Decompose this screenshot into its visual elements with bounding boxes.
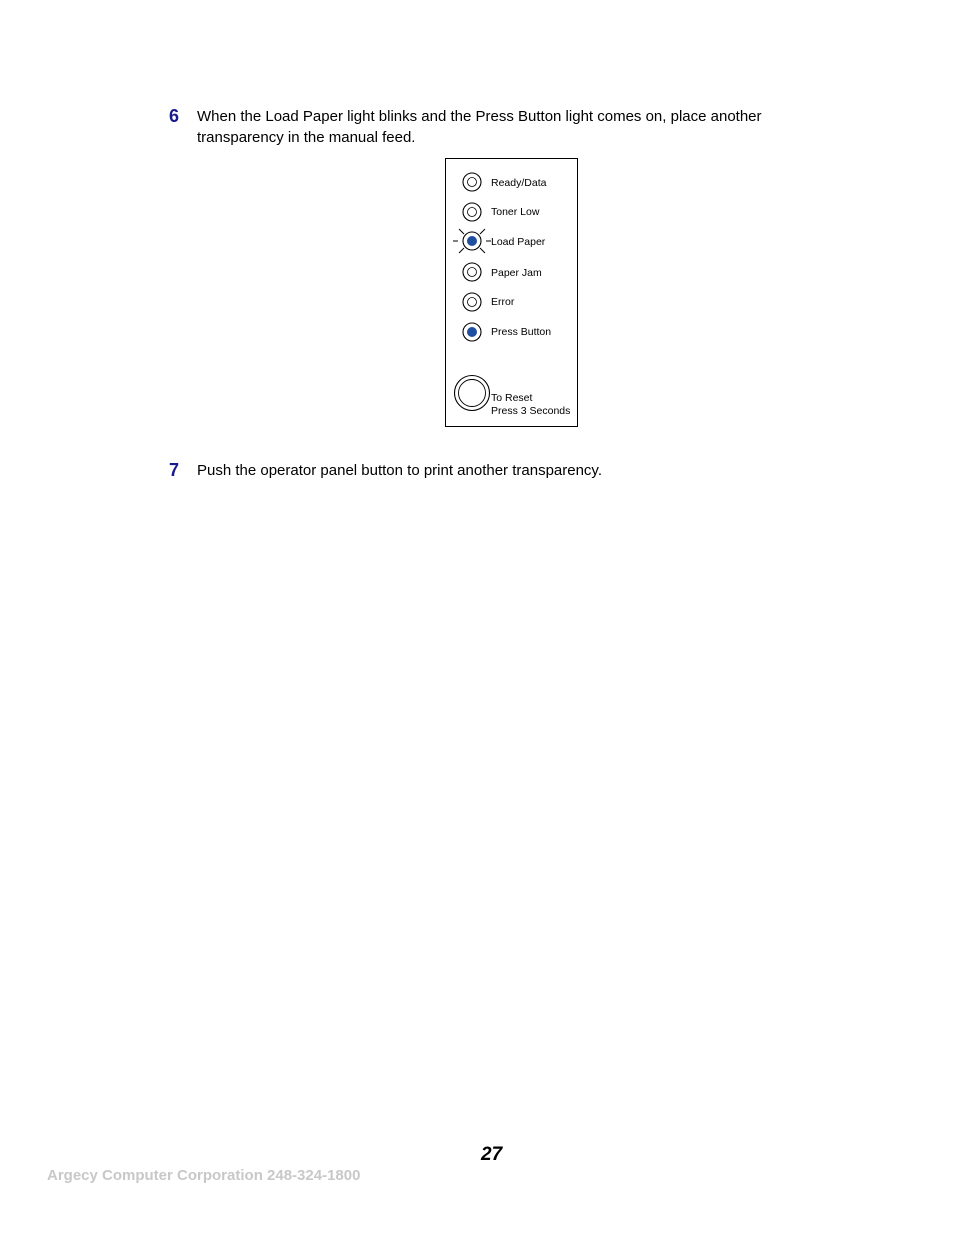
light-label-toner-low: Toner Low <box>491 206 540 218</box>
light-off-icon <box>463 263 481 281</box>
light-off-icon <box>463 203 481 221</box>
light-label-error: Error <box>491 296 515 308</box>
page-number: 27 <box>481 1144 503 1165</box>
light-blinking-icon <box>453 229 491 253</box>
reset-label-line1: To Reset <box>491 392 533 404</box>
light-on-icon <box>463 323 481 341</box>
step-text: When the Load Paper light blinks and the Press Button light comes on, place another transparency in the manual feed. <box>197 108 762 146</box>
operator-button-icon <box>455 376 490 411</box>
light-off-icon <box>463 293 481 311</box>
step-text: Push the operator panel button to print another transparency. <box>197 462 602 479</box>
light-label-load-paper: Load Paper <box>491 236 546 248</box>
light-label-press-button: Press Button <box>491 326 552 338</box>
reset-label-line2: Press 3 Seconds <box>491 405 571 417</box>
step-number: 7 <box>169 460 180 480</box>
operator-panel-graphic <box>446 159 577 426</box>
light-off-icon <box>463 173 481 191</box>
light-label-ready-data: Ready/Data <box>491 177 547 189</box>
step-number: 6 <box>169 106 180 126</box>
operator-panel-illustration <box>445 158 578 427</box>
light-label-paper-jam: Paper Jam <box>491 267 542 279</box>
footer-text: Argecy Computer Corporation 248-324-1800 <box>47 1167 361 1184</box>
